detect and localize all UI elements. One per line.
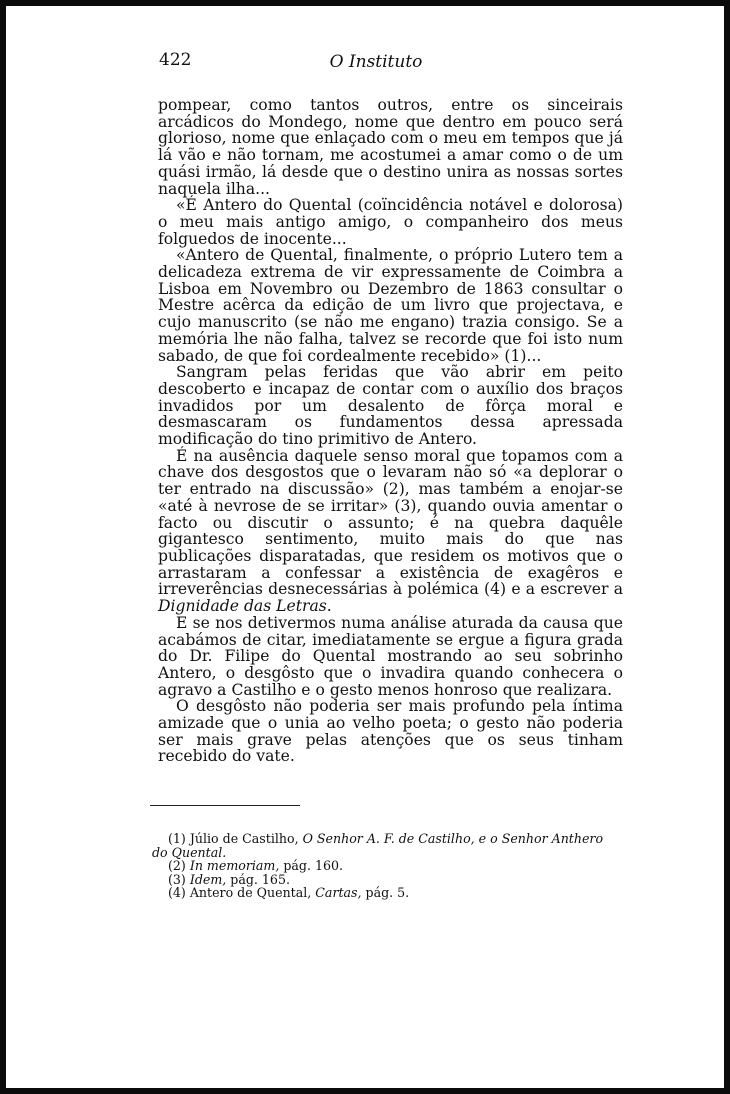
footnote	[152, 832, 622, 859]
footnote-text: pág. 165.	[226, 871, 290, 887]
paragraph: «É Antero do Quental (coïncidência notável e dolorosa) o meu mais antigo amigo, o companheiro dos meus folguedos de inocente...	[158, 196, 623, 248]
paragraph: pompear, como tantos outros, entre os sinceirais arcádicos do Mondego, nome que dentro em pouco será glorioso, nome que enlaçado com o meu em tempos que já lá vão e não tornam, me acostumei a amar como o de um quási irmão, lá desde que o destino unira as nossas sortes naquela ilha...	[158, 96, 623, 198]
footnote	[152, 886, 622, 900]
footnote-divider	[150, 805, 300, 806]
book-page	[6, 6, 724, 1088]
footnote-title: In memoriam,	[189, 858, 280, 874]
footnote-text: pág. 5.	[361, 885, 410, 901]
paragraph-text: .	[326, 597, 332, 616]
footnote	[152, 859, 622, 873]
footnote-title: O Senhor A. F. de Castilho, e o Senhor Anthero do Quental.	[152, 831, 604, 860]
paragraph-text: É na ausência daquele senso moral que topamos com a chave dos desgostos que o levaram não só «a deplorar o ter entrado na discussão» (2), mas também a enojar-se «até à nevrose de se irritar» (3), quando ouvia amentar o facto ou discutir o assunto; é na quebra daquêle gigantesco sentimento, muito mais do que nas publicações disparatadas, que residem os motivos que o arrastaram a confessar a existência de exagêros e irreverências desnecessárias à polémica (4) e a escrever a	[158, 446, 623, 599]
footnotes	[152, 832, 622, 900]
running-title: O Instituto	[329, 52, 423, 72]
footnote-title: Cartas,	[315, 885, 362, 901]
paragraph: Sangram pelas feridas que vão abrir em peito descoberto e incapaz de contar com o auxílio dos braços invadidos por um desalento de fôrça moral e desmascaram os fundamentos dessa apressada modificação do tino primitivo de Antero.	[158, 363, 623, 449]
paragraph	[158, 448, 623, 615]
footnote-title: Idem,	[189, 871, 227, 887]
book-title: Dignidade das Letras	[158, 597, 327, 616]
paragraph: E se nos detivermos numa análise aturada da causa que acabámos de citar, imediatamente se ergue a figura grada do Dr. Filipe do Quental mostrando ao seu sobrinho Antero, o desgôsto que o invadira quando conhecera o agravo a Castilho e o gesto menos honroso que realizara.	[158, 613, 623, 699]
footnote	[152, 873, 622, 887]
footnote-text: (2)	[168, 858, 190, 874]
footnote-text: pág. 160.	[279, 858, 344, 874]
body-text	[158, 97, 623, 765]
footnote-text: (3)	[168, 871, 190, 887]
footnote-text: (4) Antero de Quental,	[168, 885, 316, 901]
page-number: 422	[159, 50, 192, 70]
paragraph: «Antero de Quental, finalmente, o próprio Lutero tem a delicadeza extrema de vir expressamente de Coimbra a Lisboa em Novembro ou Dezembro de 1863 consultar o Mestre acêrca da edição de um livro que projectava, e cujo manuscrito (se não me engano) trazia consigo. Se a memória lhe não falha, talvez se recorde que foi isto num sabado, de que foi cordealmente recebido» (1)...	[158, 246, 623, 365]
footnote-text: (1) Júlio de Castilho,	[168, 831, 303, 846]
paragraph: O desgôsto não poderia ser mais profundo pela íntima amizade que o unia ao velho poeta; o gesto não poderia ser mais grave pelas atenções que os seus tinham recebido do vate.	[158, 697, 623, 766]
